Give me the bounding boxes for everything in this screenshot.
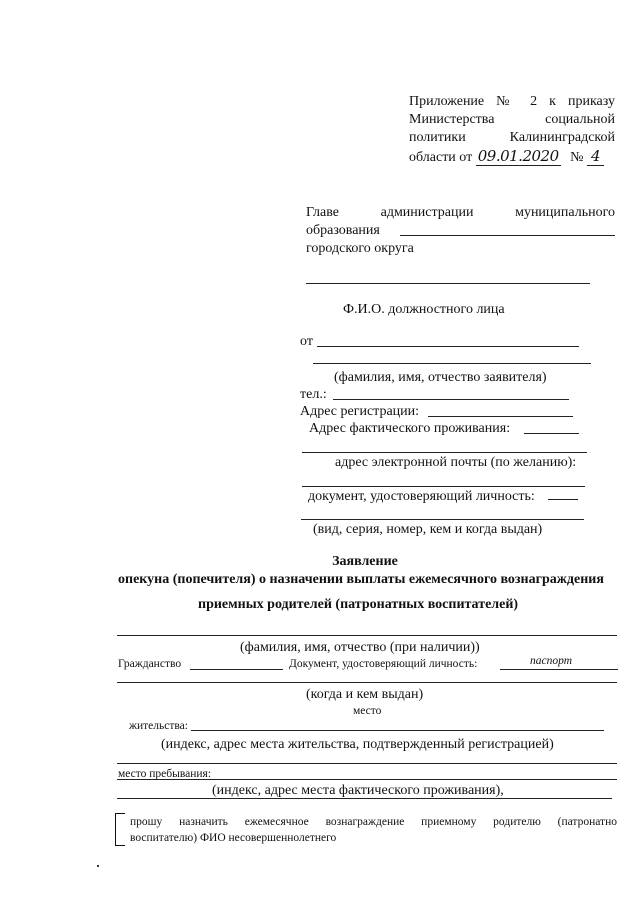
residence-field[interactable] <box>191 730 604 731</box>
applicant-caption: (фамилия, имя, отчество заявителя) <box>334 370 547 385</box>
id-document-field-2[interactable] <box>301 519 584 520</box>
request-line-2: воспитателю) ФИО несовершеннолетнего <box>130 832 337 844</box>
order-date-handwritten: 09.01.2020 <box>477 147 559 165</box>
fio-field[interactable] <box>117 635 617 636</box>
appendix-line-4 <box>409 148 615 166</box>
municipality-field[interactable] <box>400 235 615 236</box>
statement-title: Заявление <box>332 554 398 569</box>
official-name-field[interactable] <box>306 283 590 284</box>
statement-subtitle-line-3: приемных родителей (патронатных воспитателей) <box>198 597 519 612</box>
stay-label: место пребывания: <box>118 768 212 780</box>
order-number-sign: № <box>570 150 584 165</box>
appendix-area-from: области от <box>409 150 473 165</box>
actual-address-field-1[interactable] <box>524 433 579 434</box>
registration-address-label: Адрес регистрации: <box>300 404 420 419</box>
actual-address-label: Адрес фактического проживания: <box>309 421 511 436</box>
phone-label: тел.: <box>300 387 327 402</box>
addressee-line-1: Главе администрации муниципального <box>306 205 615 220</box>
place-word: место <box>353 705 382 717</box>
stay-caption: (индекс, адрес места фактического проживания), <box>212 783 504 798</box>
statement-subtitle-line-2: опекуна (попечителя) о назначении выплаты ежемесячного вознаграждения <box>118 572 604 587</box>
document-label: Документ, удостоверяющий личность: <box>289 658 478 670</box>
citizenship-field[interactable] <box>190 669 283 670</box>
id-document-caption: (вид, серия, номер, кем и когда выдан) <box>313 522 543 537</box>
addressee-line-2: образования <box>306 223 380 238</box>
applicant-name-field-1[interactable] <box>317 346 579 347</box>
actual-address-field-2[interactable] <box>302 452 587 453</box>
issued-caption: (когда и кем выдан) <box>306 687 424 702</box>
request-checkbox[interactable] <box>115 813 125 846</box>
id-document-label: документ, удостоверяющий личность: <box>308 489 535 504</box>
request-line-1: прошу назначить ежемесячное вознаграждение приемному родителю (патронатно <box>130 816 617 828</box>
order-number-handwritten: 4 <box>587 147 604 166</box>
page-dot <box>97 865 99 867</box>
fio-caption: (фамилия, имя, отчество (при наличии)) <box>240 640 480 655</box>
document-issued-field[interactable] <box>117 682 617 683</box>
phone-field[interactable] <box>333 399 569 400</box>
id-document-field-1[interactable] <box>548 499 578 500</box>
from-label: от <box>300 334 313 349</box>
applicant-name-field-2[interactable] <box>313 363 591 364</box>
appendix-line-3: политики Калининградской <box>409 130 615 145</box>
residence-label: жительства: <box>129 720 188 732</box>
document-value: паспорт <box>530 655 573 667</box>
residence-field-2[interactable] <box>117 763 617 764</box>
official-caption: Ф.И.О. должностного лица <box>343 302 505 317</box>
registration-address-field[interactable] <box>428 416 573 417</box>
email-label: адрес электронной почты (по желанию): <box>335 455 577 470</box>
residence-caption: (индекс, адрес места жительства, подтвержденный регистрацией) <box>161 737 554 752</box>
stay-field[interactable] <box>117 779 617 780</box>
addressee-line-3: городского округа <box>306 241 414 256</box>
email-field[interactable] <box>302 486 585 487</box>
citizenship-label: Гражданство <box>118 658 182 670</box>
appendix-line-1: Приложение № 2 к приказу <box>409 94 615 109</box>
document-field[interactable] <box>500 669 618 670</box>
appendix-line-2: Министерства социальной <box>409 112 615 127</box>
stay-field-2[interactable] <box>117 798 612 799</box>
